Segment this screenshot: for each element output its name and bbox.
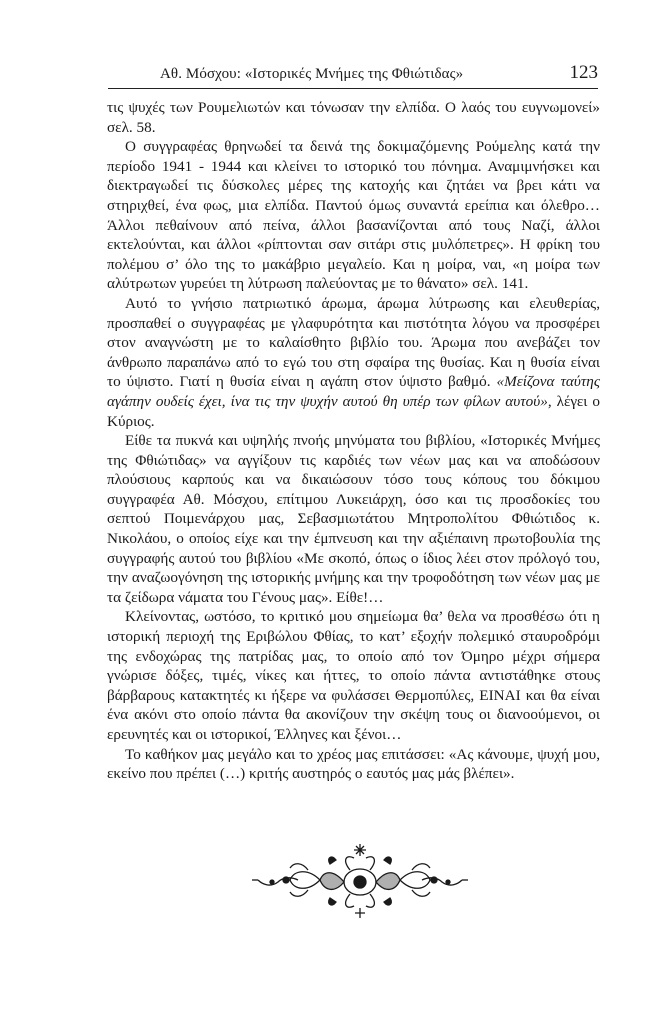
running-header <box>108 62 598 89</box>
paragraph <box>107 745 600 784</box>
paragraph <box>107 294 600 431</box>
text-run: τις ψυχές των Ρουμελιωτών και τόνωσαν την ελπίδα. Ο λαός του ευγνωμονεί» σελ. 58. <box>107 99 600 136</box>
italic-quote: «Μείζονα ταύτης αγάπην ουδείς έχει, ίνα τις την ψυχήν αυτού θη υπέρ των φίλων αυτού» <box>107 373 601 410</box>
text-run: Αυτό το γνήσιο πατριωτικό άρωμα, άρωμα λύτρωσης και ελευθερίας, προσπαθεί ο συγγραφέας με γλαφυρότητα και πιστότητα λόγου να προσφέρει στον αναγνώστη με το καλαίσθητο βιβλίο του. Άρωμα που ανεβάζει τον άνθρωπο παραπάνω από το εγώ του στη σφαίρα της θυσίας. Και η θυσία είναι το ύψιστο. Γιατί η θυσία είναι η αγάπη στον ύψιστο βαθμό. <box>107 294 600 391</box>
floral-vignette-ornament-icon <box>250 840 470 920</box>
running-title: Αθ. Μόσχου: «Ιστορικές Μνήμες της Φθιώτιδας» <box>160 66 464 82</box>
paragraph <box>107 137 600 294</box>
text-run: , λέγει ο Κύριος. <box>107 392 600 430</box>
text-run: Ο συγγραφέας θρηνωδεί τα δεινά της δοκιμαζόμενης Ρούμελης κατά την περίοδο 1941 - 1944 και κλείνει το ιστορικό του πόνημα. Αναμιμνήσκει και διεκτραγωδεί τις δύσκολες μέρες της κατοχής και ζητάει να βρει κάτι να στηριχθεί, ένα φως, μια ελπίδα. Παντού όμως συναντά ερείπια και όλεθρο… Άλλοι πεθαίνουν από πείνα, άλλοι βασανίζονται από τους Ναζί, άλλοι εκτελούνται, και άλλοι «ρίπτονται σαν σιτάρι στις μυλόπετρες». Η φρίκη του πολέμου σ’ όλο της το μακάβριο μεγαλείο. Και η μοίρα, ναι, «η μοίρα των αλύτρωτων γυρεύει τη λύτρωση παλεύοντας με το θάνατο» σελ. 141. <box>107 138 600 293</box>
text-run: Κλείνοντας, ωστόσο, το κριτικό μου σημείωμα θα’ θελα να προσθέσω ότι η ιστορική περιοχή της Εριβώλου Φθίας, το κατ’ εξοχήν πολεμικό σταυροδρόμι της ενδοχώρας της πατρίδας μας, το οποίο από τον Όμηρο μέχρι σήμερα γνώρισε δόξες, τιμές, νίκες και ήττες, το οποίο πάντα αντιστάθηκε στους βάρβαρους κατακτητές κι ήξερε να φυλάσσει Θερμοπύλες, ΕΙΝΑΙ και θα είναι ένα ακόνι στο οποίο πάντα θα ακονίζουν την σκέψη τους οι διανοούμενοι, οι ερευνητές και οι ιστορικοί, Έλληνες και ξένοι… <box>107 608 600 743</box>
page-number: 123 <box>569 62 598 83</box>
paragraph <box>107 607 600 744</box>
paragraph <box>107 431 600 607</box>
text-run: Είθε τα πυκνά και υψηλής πνοής μηνύματα του βιβλίου, «Ιστορικές Μνήμες της Φθιώτιδας» να αγγίξουν τις καρδιές των νέων μας και να αποδώσουν πλούσιους καρπούς και να δικαιώσουν τόσο τους κόπους του δόκιμου συγγραφέα Αθ. Μόσχου, επίτιμου Λυκειάρχη, όσο και τις προσδοκίες του σεπτού Ποιμενάρχου μας, Σεβασμιωτάτου Μητροπολίτου Φθιώτιδος κ. Νικολάου, ο οποίος είχε και την έμπνευση και την αξιέπαινη πρωτοβουλία της συγγραφής αυτού του βιβλίου «Με σκοπό, όπως ο ίδιος λέει στον πρόλογό του, την αναζωογόνηση της ιστορικής μνήμης και την τροφοδότηση των νέων μας με τα ζείδωρα νάματα του Γένους μας». Είθε!… <box>107 432 600 606</box>
body-text <box>107 98 600 784</box>
paragraph <box>107 98 600 137</box>
text-run: Το καθήκον μας μεγάλο και το χρέος μας επιτάσσει: «Ας κάνουμε, ψυχή μου, εκείνο που πρέπει (…) κριτής αυστηρός ο εαυτός μας μάς βλέπει». <box>107 745 600 783</box>
